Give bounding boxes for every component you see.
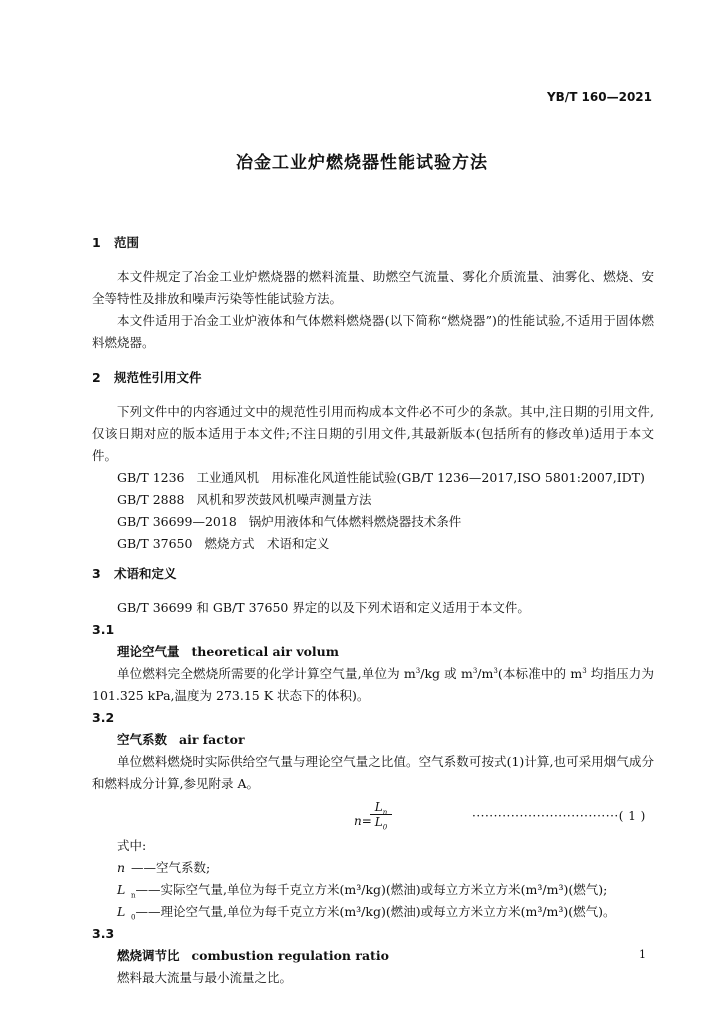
clause-3-1-number: 3.1: [92, 622, 115, 637]
reference-name: 锅炉用液体和气体燃料燃烧器技术条件: [248, 514, 462, 529]
formula-number: [472, 805, 646, 827]
reference-code: GB/T 1236: [117, 470, 185, 485]
section-2: [92, 367, 654, 555]
variable-definition: L $_0$——理论空气量,单位为每千克立方米(m³/kg)(燃油)或每立方米立方米(m³/m³)(燃气)。: [117, 904, 616, 922]
reference-item: [92, 467, 654, 489]
clause-3-2-term: [92, 729, 654, 751]
document-title: 冶金工业炉燃烧器性能试验方法: [236, 153, 488, 173]
standard-number: YB/T 160—2021: [546, 90, 652, 104]
clause-3-3-definition: 燃料最大流量与最小流量之比。: [117, 970, 293, 985]
section-3-heading: [92, 563, 654, 585]
reference-name: 燃烧方式 术语和定义: [204, 536, 330, 551]
page-number: 1: [639, 948, 646, 961]
section-1-paragraph-1: 本文件规定了冶金工业炉燃烧器的燃料流量、助燃空气流量、雾化介质流量、油雾化、燃烧、安全等特性及排放和噪声污染等性能试验方法。: [92, 269, 654, 306]
formula-numerator: $L_n$: [370, 801, 392, 815]
term-chinese: 燃烧调节比: [117, 948, 180, 963]
where-label: 式中:: [117, 838, 147, 853]
section-3-paragraph-1: GB/T 36699 和 GB/T 37650 界定的以及下列术语和定义适用于本文件。: [117, 600, 530, 615]
reference-name: 工业通风机 用标准化风道性能试验(GB/T 1236—2017,ISO 5801:2007,IDT): [196, 470, 645, 485]
reference-code: GB/T 37650: [117, 536, 193, 551]
formula-denominator: $L_0$: [374, 815, 388, 832]
clause-3-1-term: [92, 641, 654, 663]
formula-dots: ··································: [472, 809, 619, 823]
formula-1: [92, 795, 654, 835]
section-1-heading: [92, 232, 654, 254]
clause-3-3-term: [92, 945, 654, 967]
section-3-number: 3: [92, 566, 101, 581]
section-1: [92, 232, 654, 354]
variable-definition: n ——空气系数;: [117, 860, 211, 875]
reference-item: [92, 511, 654, 533]
variable-definition: L $_n$——实际空气量,单位为每千克立方米(m³/kg)(燃油)或每立方米立方米(m³/m³)(燃气);: [117, 882, 608, 900]
section-2-heading: [92, 367, 654, 389]
reference-code: GB/T 2888: [117, 492, 185, 507]
clause-3-1-definition: 单位燃料完全燃烧所需要的化学计算空气量,单位为 $m^3/kg$ 或 $m^3/m^3$(本标准中的 $m^3$ 均指压力为 101.325 kPa,温度为 273.15 K 状态下的体积)。: [92, 666, 654, 703]
section-1-paragraph-2: 本文件适用于冶金工业炉液体和气体燃料燃烧器(以下简称“燃烧器”)的性能试验,不适用于固体燃料燃烧器。: [92, 313, 654, 350]
clause-3-2-definition: 单位燃料燃烧时实际供给空气量与理论空气量之比值。空气系数可按式(1)计算,也可采用烟气成分和燃料成分计算,参见附录 A。: [92, 754, 654, 791]
term-english: theoretical air volum: [191, 644, 339, 659]
term-english: air factor: [179, 732, 245, 747]
reference-item: [92, 489, 654, 511]
term-english: combustion regulation ratio: [191, 948, 389, 963]
reference-code: GB/T 36699—2018: [117, 514, 237, 529]
term-chinese: 空气系数: [117, 732, 168, 747]
section-1-title: 范围: [114, 235, 140, 250]
reference-item: [92, 533, 654, 555]
section-3: [92, 563, 654, 989]
formula-fraction: [370, 800, 392, 832]
section-2-paragraph-1: 下列文件中的内容通过文中的规范性引用而构成本文件必不可少的条款。其中,注日期的引用文件,仅该日期对应的版本适用于本文件;不注日期的引用文件,其最新版本(包括所有的修改单)适用于本文件。: [92, 404, 654, 463]
formula-lhs: n=: [354, 814, 372, 828]
section-2-number: 2: [92, 370, 101, 385]
section-2-title: 规范性引用文件: [114, 370, 202, 385]
reference-name: 风机和罗茨鼓风机噪声测量方法: [196, 492, 372, 507]
section-1-number: 1: [92, 235, 101, 250]
formula-equation-number: ( 1 ): [618, 809, 646, 823]
clause-3-2-number: 3.2: [92, 710, 115, 725]
clause-3-3-number: 3.3: [92, 926, 115, 941]
section-3-title: 术语和定义: [114, 566, 177, 581]
term-chinese: 理论空气量: [117, 644, 180, 659]
